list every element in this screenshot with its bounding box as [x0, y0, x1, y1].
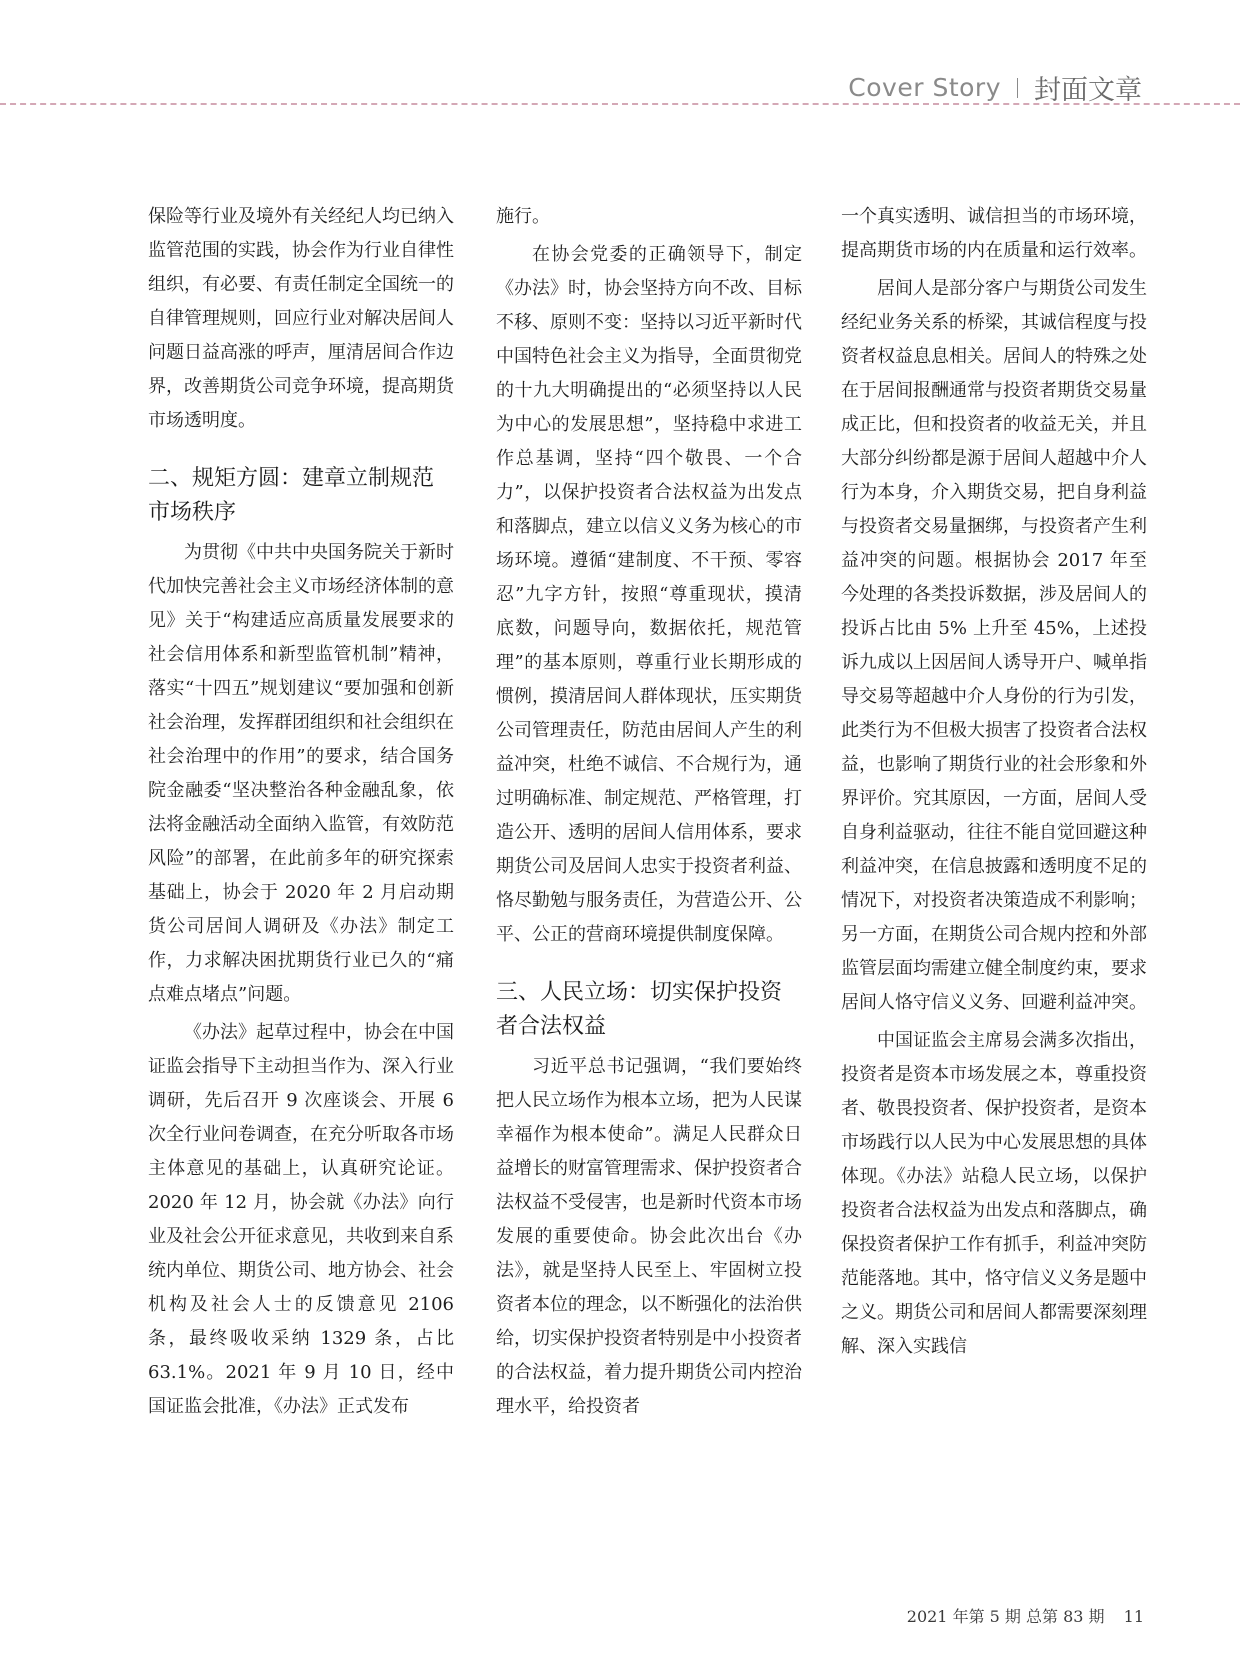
section-heading-2: 二、规矩方圆：建章立制规范市场秩序 [148, 466, 435, 525]
paragraph: 为贯彻《中共中央国务院关于新时代加快完善社会主义市场经济体制的意见》关于“构建适应高质量发展要求的社会信用体系和新型监管机制”精神，落实“十四五”规划建议“要加强和创新社会治理，发挥群团组织和社会组织在社会治理中的作用”的要求，结合国务院金融委“坚决整治各种金融乱象，依法将金融活动全面纳入监管，有效防范风险”的部署，在此前多年的研究探索基础上，协会于 2020 年 2 月启动期货公司居间人调研及《办法》制定工作，力求解决困扰期货行业已久的“痛点难点堵点”问题。 [148, 542, 454, 1005]
section-heading-3: 三、人民立场：切实保护投资者合法权益 [496, 980, 783, 1039]
paragraph-continued: 一个真实透明、诚信担当的市场环境，提高期货市场的内在质量和运行效率。 [841, 206, 1147, 261]
paragraph: 中国证监会主席易会满多次指出，投资者是资本市场发展之本，尊重投资者、敬畏投资者、保护投资者，是资本市场践行以人民为中心发展思想的具体体现。《办法》站稳人民立场，以保护投资者合法权益为出发点和落脚点，确保投资者保护工作有抓手，利益冲突防范能落地。其中，恪守信义义务是题中之义。期货公司和居间人都需要深刻理解、深入实践信 [841, 1030, 1147, 1357]
section-title-zh: 封面文章 [1034, 75, 1142, 106]
header-divider [1017, 78, 1018, 98]
section-title-en: Cover Story [848, 73, 1001, 102]
paragraph: 习近平总书记强调，“我们要始终把人民立场作为根本立场，把为人民谋幸福作为根本使命”。满足人民群众日益增长的财富管理需求、保护投资者合法权益不受侵害，也是新时代资本市场发展的重要使命。协会此次出台《办法》，就是坚持人民至上、牢固树立投资者本位的理念，以不断强化的法治供给，切实保护投资者特别是中小投资者的合法权益，着力提升期货公司内控治理水平，给投资者 [496, 1056, 802, 1417]
column-3 [841, 200, 1147, 1368]
page-number: 11 [1123, 1607, 1144, 1626]
paragraph: 居间人是部分客户与期货公司发生经纪业务关系的桥梁，其诚信程度与投资者权益息息相关。居间人的特殊之处在于居间报酬通常与投资者期货交易量成正比，但和投资者的收益无关，并且大部分纠纷都是源于居间人超越中介人行为本身，介入期货交易，把自身利益与投资者交易量捆绑，与投资者产生利益冲突的问题。根据协会 2017 年至今处理的各类投诉数据，涉及居间人的投诉占比由 5% 上升至 45%，上述投诉九成以上因居间人诱导开户、喊单指导交易等超越中介人身份的行为引发，此类行为不但极大损害了投资者合法权益，也影响了期货行业的社会形象和外界评价。究其原因，一方面，居间人受自身利益驱动，往往不能自觉回避这种利益冲突，在信息披露和透明度不足的情况下，对投资者决策造成不利影响；另一方面，在期货公司合规内控和外部监管层面均需建立健全制度约束，要求居间人恪守信义义务、回避利益冲突。 [841, 278, 1147, 1013]
column-1 [148, 200, 454, 1428]
paragraph: 《办法》起草过程中，协会在中国证监会指导下主动担当作为、深入行业调研，先后召开 9 次座谈会、开展 6 次全行业问卷调查，在充分听取各市场主体意见的基础上，认真研究论证。2020 年 12 月，协会就《办法》向行业及社会公开征求意见，共收到来自系统内单位、期货公司、地方协会、社会机构及社会人士的反馈意见 2106 条，最终吸收采纳 1329 条，占比 63.1%。2021 年 9 月 10 日，经中国证监会批准，《办法》正式发布 [148, 1022, 454, 1417]
page-footer [907, 1604, 1144, 1627]
issue-info: 2021 年第 5 期 总第 83 期 [906, 1607, 1105, 1626]
column-2 [496, 200, 802, 1428]
header-dashed-rule [0, 103, 1240, 105]
running-header [848, 68, 1142, 107]
paragraph: 在协会党委的正确领导下，制定《办法》时，协会坚持方向不改、目标不移、原则不变：坚持以习近平新时代中国特色社会主义为指导，全面贯彻党的十九大明确提出的“必须坚持以人民为中心的发展思想”，坚持稳中求进工作总基调，坚持“四个敬畏、一个合力”，以保护投资者合法权益为出发点和落脚点，建立以信义义务为核心的市场环境。遵循“建制度、不干预、零容忍”九字方针，按照“尊重现状，摸清底数，问题导向，数据依托，规范管理”的基本原则，尊重行业长期形成的惯例，摸清居间人群体现状，压实期货公司管理责任，防范由居间人产生的利益冲突，杜绝不诚信、不合规行为，通过明确标准、制定规范、严格管理，打造公开、透明的居间人信用体系，要求期货公司及居间人忠实于投资者利益、恪尽勤勉与服务责任，为营造公开、公平、公正的营商环境提供制度保障。 [496, 244, 802, 945]
paragraph-continued: 保险等行业及境外有关经纪人均已纳入监管范围的实践，协会作为行业自律性组织，有必要、有责任制定全国统一的自律管理规则，回应行业对解决居间人问题日益高涨的呼声，厘清居间合作边界，改善期货公司竞争环境，提高期货市场透明度。 [148, 206, 454, 431]
paragraph-continued: 施行。 [496, 206, 550, 227]
